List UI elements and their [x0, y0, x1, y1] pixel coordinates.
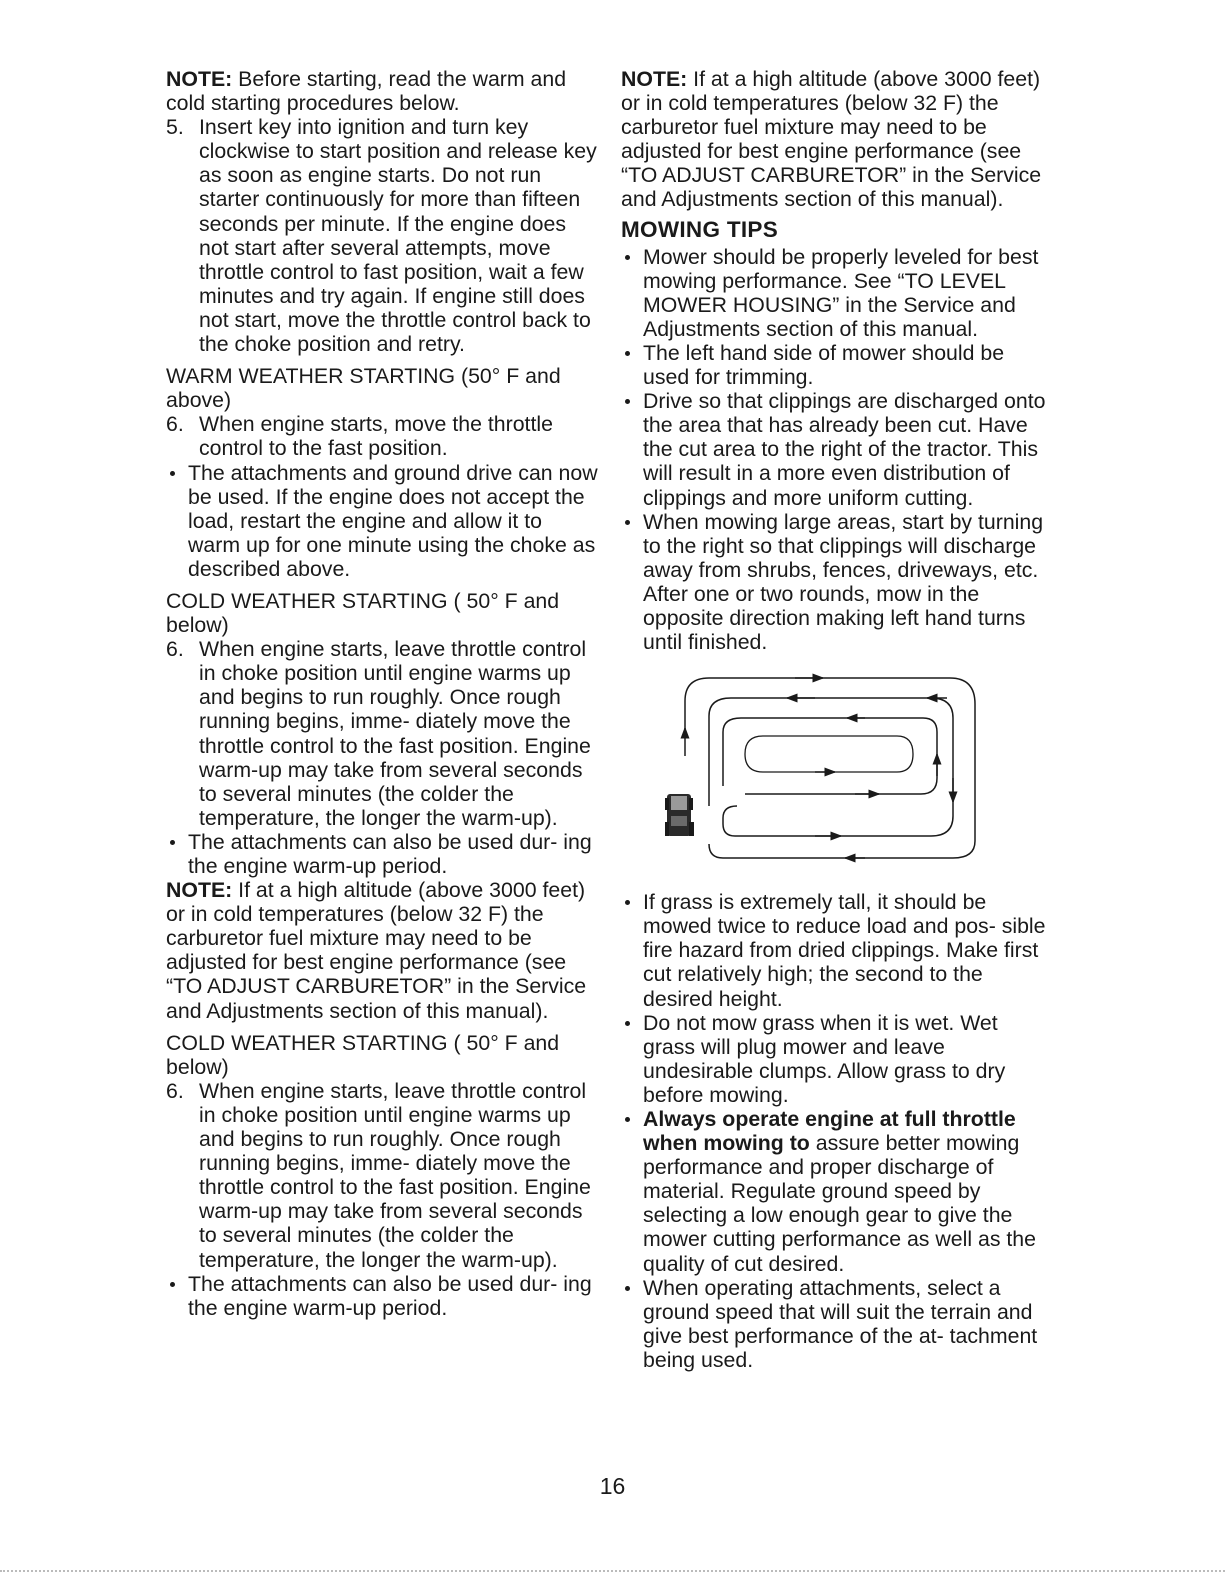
warm-step-6: 6. When engine starts, move the throttle control to the fast position.: [166, 412, 553, 461]
tractor-icon: [665, 794, 694, 836]
note-altitude-left: NOTE: If at a high altitude (above 3000 feet) or in cold temperatures (below 32 F) the carburetor fuel mixture may need to be adjusted for best engine performance (see “TO ADJUST CARBURETOR” in the Service and Adjustments section of this manual).: [166, 878, 587, 1023]
bullet-dot: [625, 255, 630, 260]
step-5: 5. Insert key into ignition and turn key clockwise to start position and release key as soon as engine starts. Do not run starter continuously for more than fifteen seconds per minute. If the engine does not start after several attempts, move throttle control to fast position, wait a few minutes and try again. If engine still does not start, move the throttle control back to the choke position and retry.: [166, 115, 597, 357]
right-column: [621, 67, 1053, 1372]
cold-step-6-1: 6. When engine starts, leave throttle control in choke position until engine warms up and begins to run roughly. Once rough running begins, imme- diately move the throttle control to the fast position. Engine warm-up may take from several seconds to several minutes (the colder the temperature, the longer the warm-up).: [166, 637, 591, 830]
cold-bullet-2: The attachments can also be used dur- ing the engine warm-up period.: [166, 1272, 598, 1320]
mowing-pattern-diagram: [665, 666, 1005, 866]
note-altitude-right: NOTE: If at a high altitude (above 3000 feet) or in cold temperatures (below 32 F) the carburetor fuel mixture may need to be adjusted for best engine performance (see “TO ADJUST CARBURETOR” in the Service and Adjustments section of this manual).: [621, 67, 1042, 212]
bullet-dot: [170, 471, 175, 476]
tip-wet-grass: Do not mow grass when it is wet. Wet grass will plug mower and leave undesirable clumps. Allow grass to dry before mowing.: [621, 1011, 1053, 1107]
mowing-tips-heading: MOWING TIPS: [621, 216, 779, 242]
bullet-dot: [625, 399, 630, 404]
bullet-dot: [625, 351, 630, 356]
outer-lap-path: [685, 678, 975, 858]
bullet-dot: [625, 1117, 630, 1122]
bullet-dot: [625, 1286, 630, 1291]
tip-trimming: The left hand side of mower should be used for trimming.: [621, 341, 1053, 389]
tip-attachments: When operating attachments, select a ground speed that will suit the terrain and give best performance of the at- tachment being used.: [621, 1276, 1053, 1372]
cold-weather-heading-1: COLD WEATHER STARTING ( 50° F and below): [166, 588, 560, 638]
left-column: [166, 67, 598, 1320]
bullet-dot: [625, 520, 630, 525]
tip-discharge: Drive so that clippings are discharged onto the area that has already been cut. Have the cut area to the right of the tractor. This will result in a more even distribution of clippings and more uniform cutting.: [621, 389, 1053, 509]
page-number: 16: [599, 1473, 626, 1499]
warm-weather-heading: WARM WEATHER STARTING (50° F and above): [166, 364, 561, 413]
tip-full-throttle: Always operate engine at full throttle when mowing to assure better mowing performance and proper discharge of material. Regulate ground speed by selecting a low enough gear to give the mower cutting performance as well as the quality of cut desired.: [621, 1107, 1053, 1276]
bullet-dot: [170, 840, 175, 845]
footer-divider: [0, 1570, 1225, 1572]
inner-lap-path: [745, 736, 913, 772]
bullet-dot: [625, 1021, 630, 1026]
tip-level-mower: Mower should be properly leveled for best mowing performance. See “TO LEVEL MOWER HOUSING” in the Service and Adjustments section of this manual.: [621, 245, 1053, 341]
cold-step-6-2: 6. When engine starts, leave throttle control in choke position until engine warms up and begins to run roughly. Once rough running begins, imme- diately move the throttle control to the fast position. Engine warm-up may take from several seconds to several minutes (the colder the temperature, the longer the warm-up).: [166, 1078, 591, 1272]
note-before-starting: NOTE: Before starting, read the warm and cold starting procedures below.: [166, 67, 567, 116]
third-lap-path: [723, 718, 937, 794]
bullet-dot: [625, 900, 630, 905]
warm-bullet: The attachments and ground drive can now be used. If the engine does not accept the load, restart the engine and allow it to warm up for one minute using the choke as described above.: [166, 461, 598, 581]
cold-weather-heading-2: COLD WEATHER STARTING ( 50° F and below): [166, 1030, 560, 1079]
bullet-dot: [170, 1282, 175, 1287]
cold-bullet-1: The attachments can also be used dur- ing the engine warm-up period.: [166, 830, 598, 878]
tip-large-areas: When mowing large areas, start by turning to the right so that clippings will discharge away from shrubs, fences, driveways, etc. After one or two rounds, mow in the opposite direction making left hand turns until finished.: [621, 510, 1053, 655]
tip-tall-grass: If grass is extremely tall, it should be mowed twice to reduce load and pos- sible fire hazard from dried clippings. Make first cut relatively high; the second to the desired height.: [621, 890, 1053, 1010]
